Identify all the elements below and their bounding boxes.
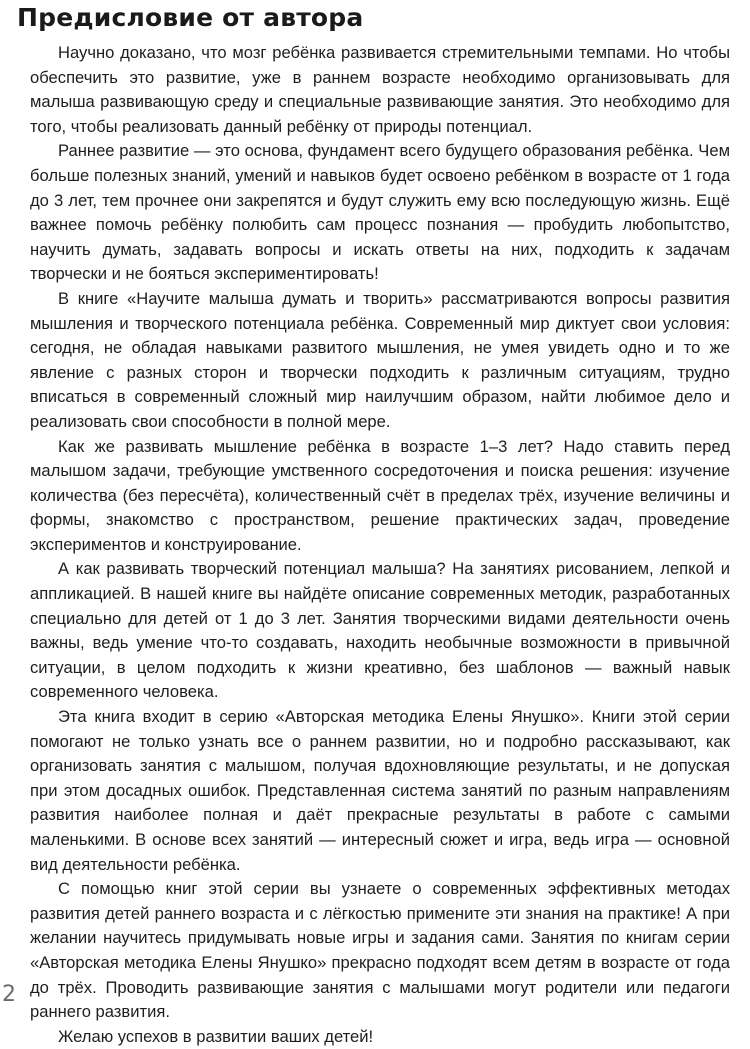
page-title: Предисловие от автора <box>17 3 364 32</box>
paragraph: Эта книга входит в серию «Авторская методика Елены Янушко». Книги этой серии помогают не только узнать все о раннем развитии, но и подробно рассказывают, как организовать занятия с малышом, получая вдохновляющие результаты, и не допуская при этом досадных ошибок. Представленная система занятий по разным направлениям развития наиболее полная и даёт прекрасные результаты в работе с самыми маленькими. В основе всех занятий — интересный сюжет и игра, ведь игра — основной вид деятельности ребёнка. <box>30 707 730 874</box>
closing-paragraph: Желаю успехов в развитии ваших детей! <box>58 1026 374 1046</box>
paragraph: А как развивать творческий потенциал малыша? На занятиях рисованием, лепкой и аппликацией. В нашей книге вы найдёте описание современных методик, разработанных специально для детей от 1 до 3 лет. Занятия творческими видами деятельности очень важны, ведь умение что-то создавать, находить необычные возможности в привычной ситуации, в целом подходить к жизни креативно, без шаблонов — важный навык современного человека. <box>30 559 730 702</box>
paragraph: С помощью книг этой серии вы узнаете о современных эффективных методах развития детей раннего возраста и с лёгкостью примените эти знания на практике! А при желании научитесь придумывать новые игры и задания сами. Занятия по книгам серии «Авторская методика Елены Янушко» прекрасно подходят всем детям в возрасте от года до трёх. Проводить развивающие занятия с малышами могут родители или педагоги раннего развития. <box>30 879 730 1022</box>
paragraph: Как же развивать мышление ребёнка в возрасте 1–3 лет? Надо ставить перед малышом задачи, требующие умственного сосредоточения и поиска решения: изучение количества (без пересчёта), количественный счёт в пределах трёх, изучение величины и формы, знакомство с пространством, решение практических задач, проведение экспериментов и конструирование. <box>30 436 730 554</box>
body-text <box>30 41 730 1049</box>
paragraph: Раннее развитие — это основа, фундамент всего будущего образования ребёнка. Чем больше полезных знаний, умений и навыков будет освоено ребёнком в возрасте от 1 года до 3 лет, тем прочнее они закрепятся и будут служить ему всю последующую жизнь. Ещё важнее помочь ребёнку полюбить сам процесс познания — пробудить любопытство, научить думать, задавать вопросы и искать ответы на них, подходить к задачам творчески и не бояться экспериментировать! <box>30 141 730 284</box>
paragraph: В книге «Научите малыша думать и творить» рассматриваются вопросы развития мышления и творческого потенциала ребёнка. Современный мир диктует свои условия: сегодня, не обладая навыками развитого мышления, не умея увидеть одно и то же явление с разных сторон и творчески подходить к различным ситуациям, трудно вписаться в современный сложный мир наилучшим образом, найти любимое дело и реализовать свои способности в полной мере. <box>30 288 730 431</box>
paragraph: Научно доказано, что мозг ребёнка развивается стремительными темпами. Но чтобы обеспечить это развитие, уже в раннем возрасте необходимо организовывать для малыша развивающую среду и специальные развивающие занятия. Это необходимо для того, чтобы реализовать данный ребёнку от природы потенциал. <box>30 43 730 136</box>
page-number: 2 <box>2 982 16 1007</box>
